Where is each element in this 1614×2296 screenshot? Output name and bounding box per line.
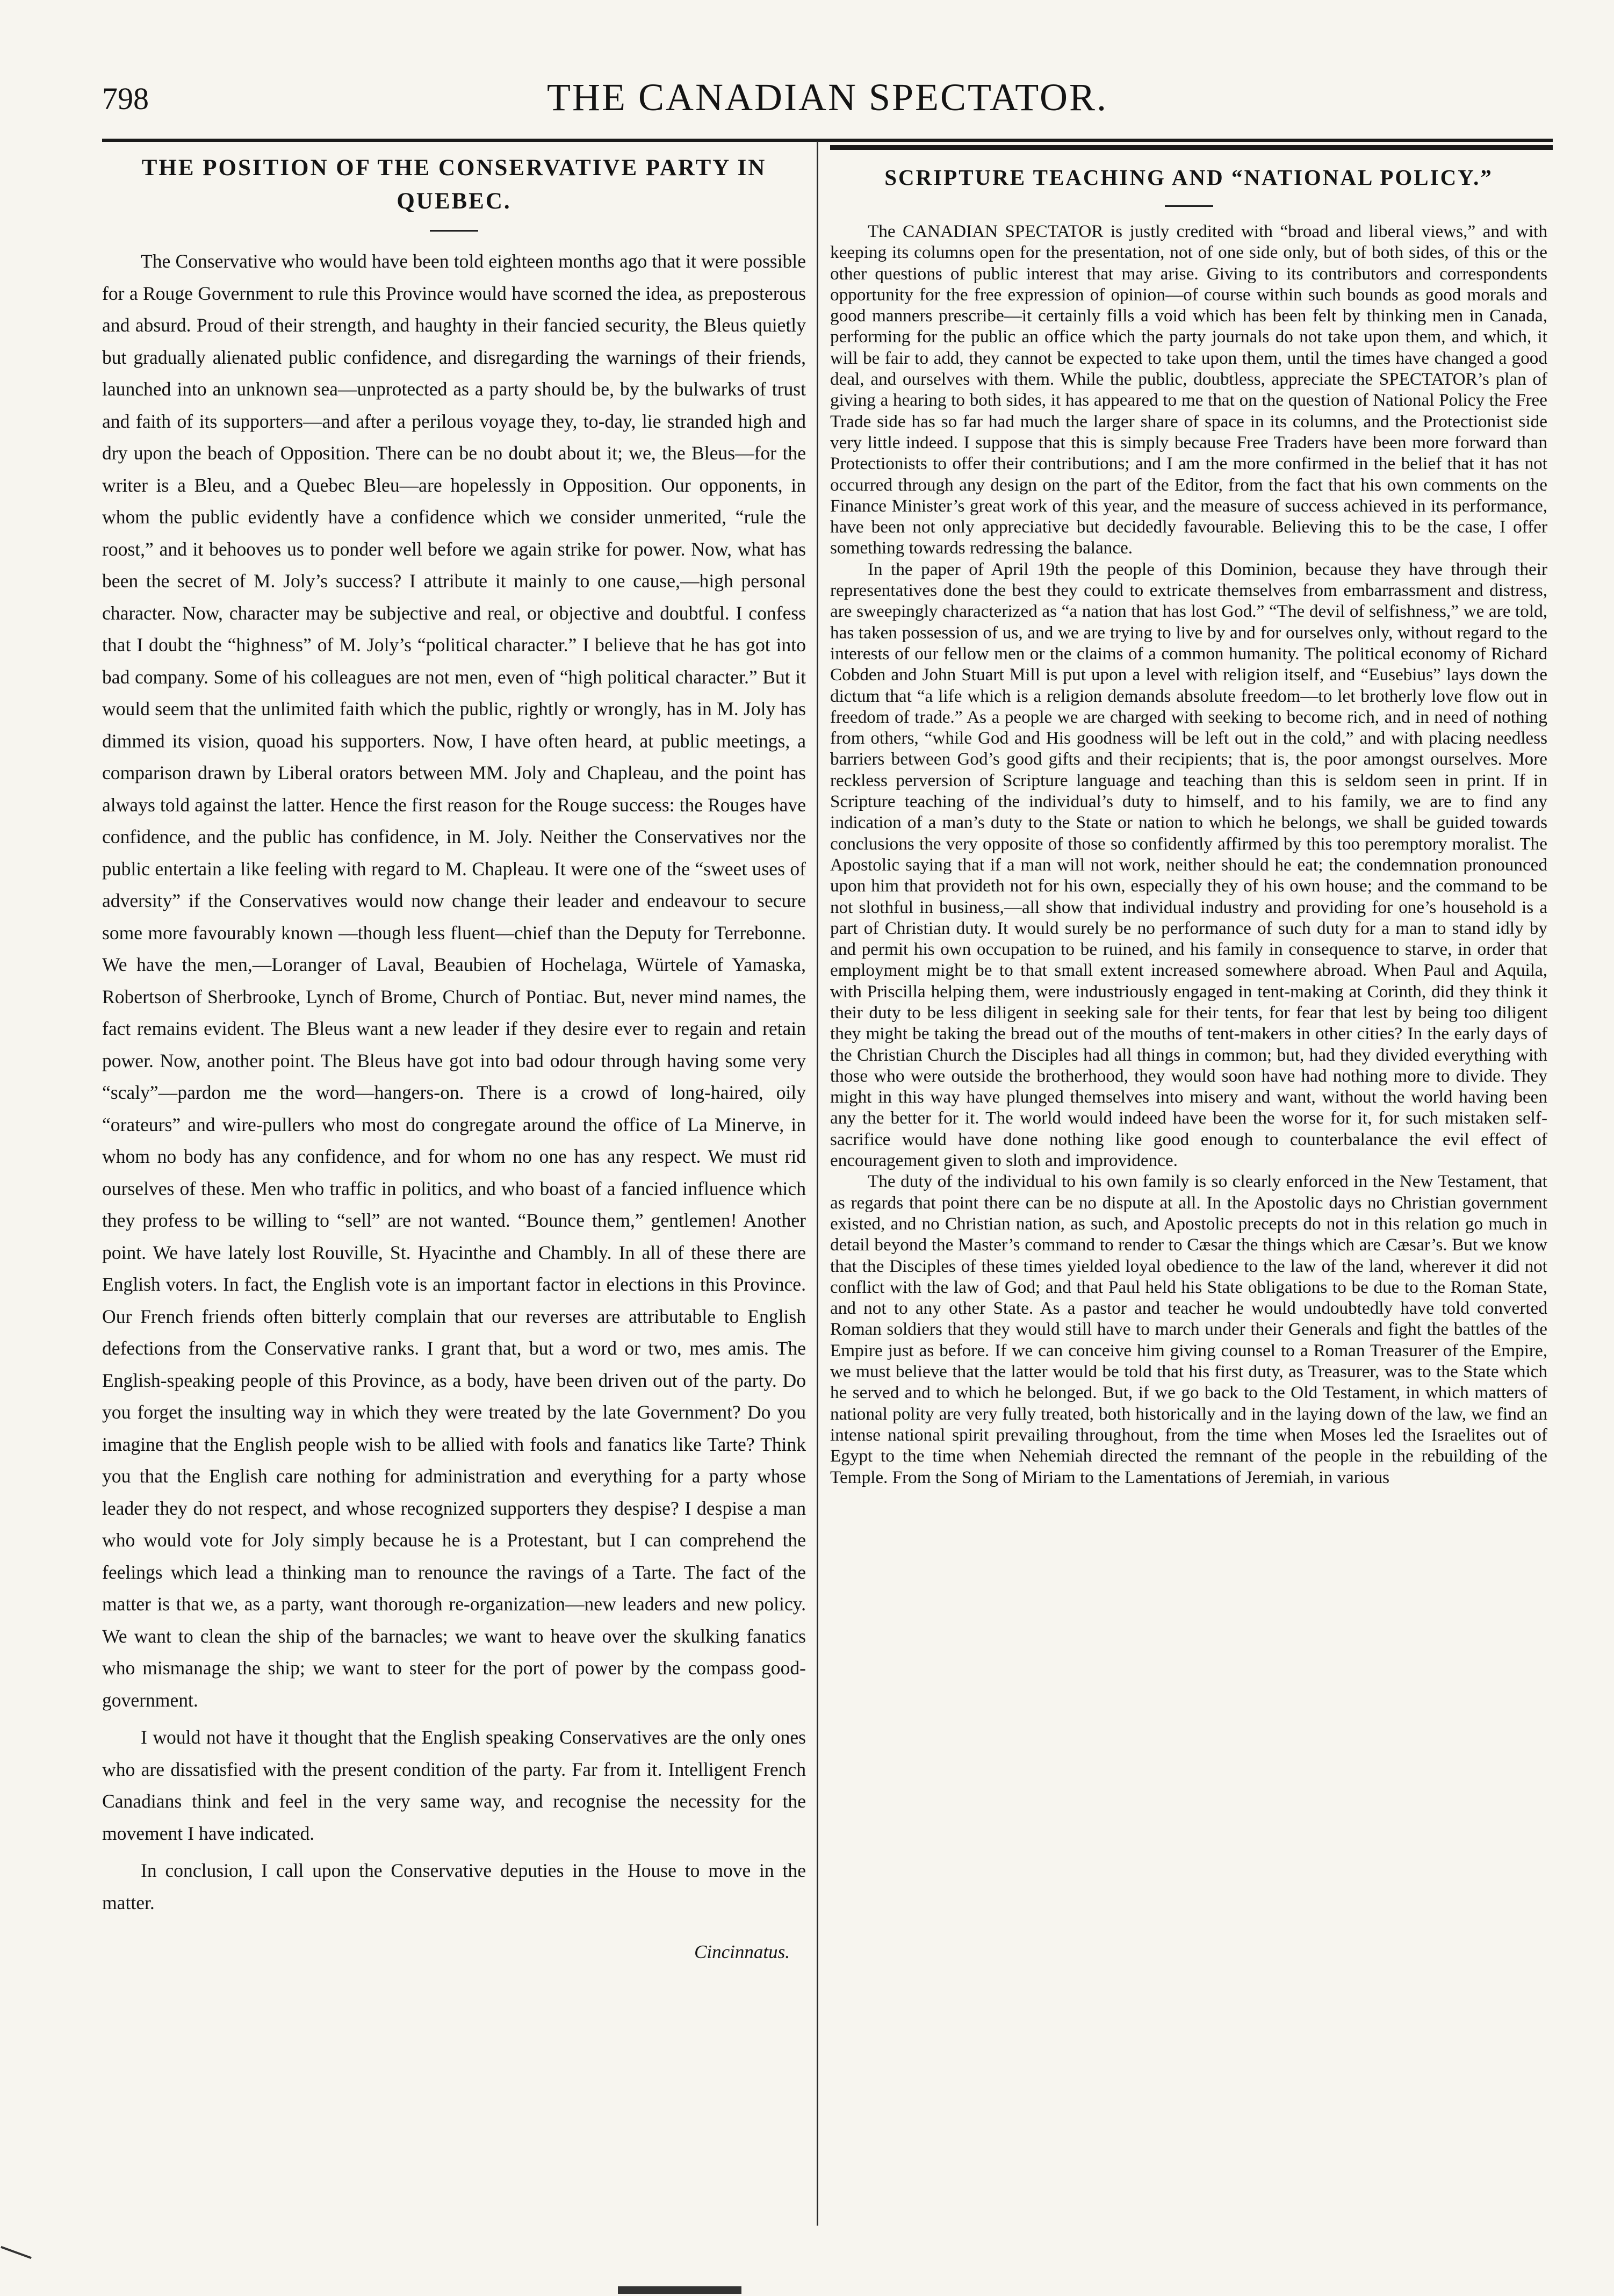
- left-article-title: THE POSITION OF THE CONSERVATIVE PARTY IN QUEBEC.: [141, 155, 767, 214]
- left-title-rule: [430, 230, 478, 232]
- right-column-rule: [830, 145, 1553, 150]
- bottom-scan-mark-left: [1, 2246, 32, 2259]
- journal-title: THE CANADIAN SPECTATOR.: [547, 76, 1108, 119]
- left-paragraph-1: The Conservative who would have been told eighteen months ago that it were possible for a Rouge Government to rule this Province would have scorned the idea, as preposterous and absurd. Proud of their strength, and haughty in their fancied security, the Bleus quietly but gradually alienated public confidence, and disregarding the warnings of their friends, launched into an unknown sea—unprotected as a party should be, by the bulwarks of trust and faith of its supporters—and after a perilous voyage they, to-day, lie stranded high and dry upon the beach of Opposition. There can be no doubt about it; we, the Bleus—for the writer is a Bleu, and a Quebec Bleu—are hopelessly in Opposition. Our opponents, in whom the public evidently have a confidence which we consider unmerited, “rule the roost,” and it behooves us to ponder well before we again strike for power. Now, what has been the secret of M. Joly’s success? I attribute it mainly to one cause,—high personal character. Now, character may be subjective and real, or objective and doubtful. I confess that I doubt the “highness” of M. Joly’s “political character.” I believe that he has got into bad company. Some of his colleagues are not men, even of “high political character.” But it would seem that the unlimited faith which the public, rightly or wrongly, has in M. Joly has dimmed its vision, quoad his supporters. Now, I have often heard, at public meetings, a comparison drawn by Liberal orators between MM. Joly and Chapleau, and the point has always told against the latter. Hence the first reason for the Rouge success: the Rouges have confidence, and the public has confidence, in M. Joly. Neither the Conservatives nor the public entertain a like feeling with regard to M. Chapleau. It were one of the “sweet uses of adversity” if the Conservatives would now change their leader and endeavour to secure some more favourably known —though less fluent—chief than the Deputy for Terrebonne. We have the men,—Loranger of Laval, Beaubien of Hochelaga, Würtele of Yamaska, Robertson of Sherbrooke, Lynch of Brome, Church of Pontiac. But, never mind names, the fact remains evident. The Bleus want a new leader if they desire ever to regain and retain power. Now, another point. The Bleus have got into bad odour through having some very “scaly”—pardon me the word—hangers-on. There is a crowd of long-haired, oily “orateurs” and wire-pullers who most do congregate around the office of La Minerve, in whom no body has any confidence, and for whom no one has any respect. We must rid ourselves of these. Men who traffic in politics, and who boast of a fancied influence which they profess to be willing to “sell” are not wanted. “Bounce them,” gentlemen! Another point. We have lately lost Rouville, St. Hyacinthe and Chambly. In all of these there are English voters. In fact, the English vote is an important factor in elections in this Province. Our French friends often bitterly complain that our reverses are attributable to English defections from the Conservative ranks. I grant that, but a word or two, mes amis. The English-speaking people of this Province, as a body, have been driven out of the party. Do you forget the insulting way in which they were treated by the late Government? Do you imagine that the English people wish to be allied with fools and fanatics like Tarte? Think you that the English care nothing for administration and everything for a party whose leader they do not respect, and whose recognized supporters they despise? I despise a man who would vote for Joly simply because he is a Protestant, but I can comprehend the feelings which lead a thinking man to renounce the ravings of a Tarte. The fact of the matter is that we, as a party, want thorough re-organization—new leaders and new policy. We want to clean the ship of the barnacles; we want to heave over the skulking fanatics who mismanage the ship; we want to steer for the port of power by the compass good-government.: [102, 250, 806, 1711]
- left-column: [102, 152, 806, 1963]
- page-header: [102, 75, 1553, 134]
- right-paragraph-3: The duty of the individual to his own family is so clearly enforced in the New Testament, that as regards that point there can be no dispute at all. In the Apostolic days no Christian government existed, and no Christian nation, as such, and Apostolic precepts do not in this relation go much in detail beyond the Master’s command to render to Cæsar the things which are Cæsar’s. But we know that the Disciples of these times yielded loyal obedience to the law of the land, wherever it did not conflict with the law of God; and that Paul held his State obligations to be due to the Roman State, and not to any other State. As a pastor and teacher he would undoubtedly have told converted Roman soldiers that they would still have to march under their Generals and fight the battles of the Empire just as before. If we can conceive him giving counsel to a Roman Treasurer of the Empire, we must believe that the latter would be told that his first duty, as Treasurer, was to the State which he served and to which he belonged. But, if we go back to the Old Testament, in which matters of national polity are very fully treated, both historically and in the laying down of the law, we find an intense national spirit prevailing throughout, from the time when Moses led the Israelites out of Egypt to the time when Nehemiah directed the remnant of the people in the rebuilding of the Temple. From the Song of Miriam to the Lamentations of Jeremiah, in various: [830, 1171, 1547, 1487]
- right-paragraph-2: In the paper of April 19th the people of this Dominion, because they have through their representatives done the best they could to extricate themselves from embarrassment and distress, are sweepingly characterized as “a nation that has lost God.” “The devil of selfishness,” we are told, has taken possession of us, and we are trying to live by and for ourselves only, without regard to the interests of our fellow men or the claims of a common humanity. The political economy of Richard Cobden and John Stuart Mill is put upon a level with religion itself, and “Eusebius” lays down the dictum that “a life which is a religion demands absolute freedom—to let brotherly love flow out in freedom of trade.” As a people we are charged with seeking to become rich, and in need of nothing from others, “while God and His goodness will be left out in the cold,” and with placing needless barriers between God’s good gifts and their recipients; that is, the poor amongst ourselves. More reckless perversion of Scripture language and teaching than this is seldom seen in print. If in Scripture teaching of the individual’s duty to himself, and to his family, we are to find any indication of a man’s duty to the State or nation to which he belongs, we shall be guided towards conclusions the very opposite of those so confidently affirmed by this too peremptory moralist. The Apostolic saying that if a man will not work, neither should he eat; the condemnation pronounced upon him that provideth not for his own, especially they of his own house; and the command to be not slothful in business,—all show that individual industry and providing for one’s household is a part of Christian duty. It would surely be no performance of such duty for a man to stand idly by and permit his own occupation to be ruined, and his family in consequence to starve, in order that employment might be to that small extent increased somewhere abroad. When Paul and Aquila, with Priscilla helping them, were industriously engaged in tent-making at Corinth, did they think it their duty to be less diligent in seeking sale for their tents, for fear that lest by being too diligent they might be taking the bread out of the mouths of tent-makers in other cities? In the early days of the Christian Church the Disciples had all things in common; but, had they divided everything with those who were outside the brotherhood, they would soon have had nothing more to divide. They might in this way have plunged themselves into misery and want, without the world having been any the better for it. The world would indeed have been the worse for it, for such mistaken self-sacrifice would have done nothing like good enough to counterbalance the evil effect of encouragement given to sloth and improvidence.: [830, 559, 1547, 1171]
- left-paragraph-2: I would not have it thought that the English speaking Conservatives are the only ones who are dissatisfied with the present condition of the party. Far from it. Intelligent French Canadians think and feel in the very same way, and recognise the necessity for the movement I have indicated.: [102, 1726, 806, 1844]
- right-title-rule: [1165, 205, 1213, 207]
- column-divider: [817, 141, 818, 2226]
- signature: Cincinnatus.: [694, 1941, 790, 1962]
- left-paragraph-3: In conclusion, I call upon the Conservative deputies in the House to move in the matter.: [102, 1860, 806, 1913]
- right-paragraph-1: The CANADIAN SPECTATOR is justly credited with “broad and liberal views,” and with keeping its columns open for the presentation, not of one side only, but of both sides, of this or the other questions of public interest that may arise. Giving to its contributors and correspondents opportunity for the free expression of opinion—of course within such bounds as good morals and good manners prescribe—it certainly fills a void which has been felt by thinking men in Canada, performing for the public an office which the party journals do not take upon them, and which, it will be fair to add, they cannot be expected to take upon them, until the times have changed a good deal, and ourselves with them. While the public, doubtless, appreciate the SPECTATOR’s plan of giving a hearing to both sides, it has appeared to me that on the question of National Policy the Free Trade side has so far had much the larger share of space in its columns, and the Protectionist side very little indeed. I suppose that this is simply because Free Traders have been more forward than Protectionists to offer their contributions; and I am the more confirmed in the belief that it has not occurred through any design on the part of the Editor, from the fact that his own comments on the Finance Minister’s great work of this year, and the measure of success achieved in its performance, have been not only appreciative but decidedly favourable. Believing this to be the case, I offer something towards redressing the balance.: [830, 221, 1547, 558]
- right-article-title: SCRIPTURE TEACHING AND “NATIONAL POLICY.”: [884, 165, 1493, 190]
- page-number: 798: [102, 81, 149, 116]
- bottom-scan-mark: [618, 2286, 741, 2294]
- header-rule: [102, 139, 1553, 142]
- right-column: [830, 156, 1547, 1488]
